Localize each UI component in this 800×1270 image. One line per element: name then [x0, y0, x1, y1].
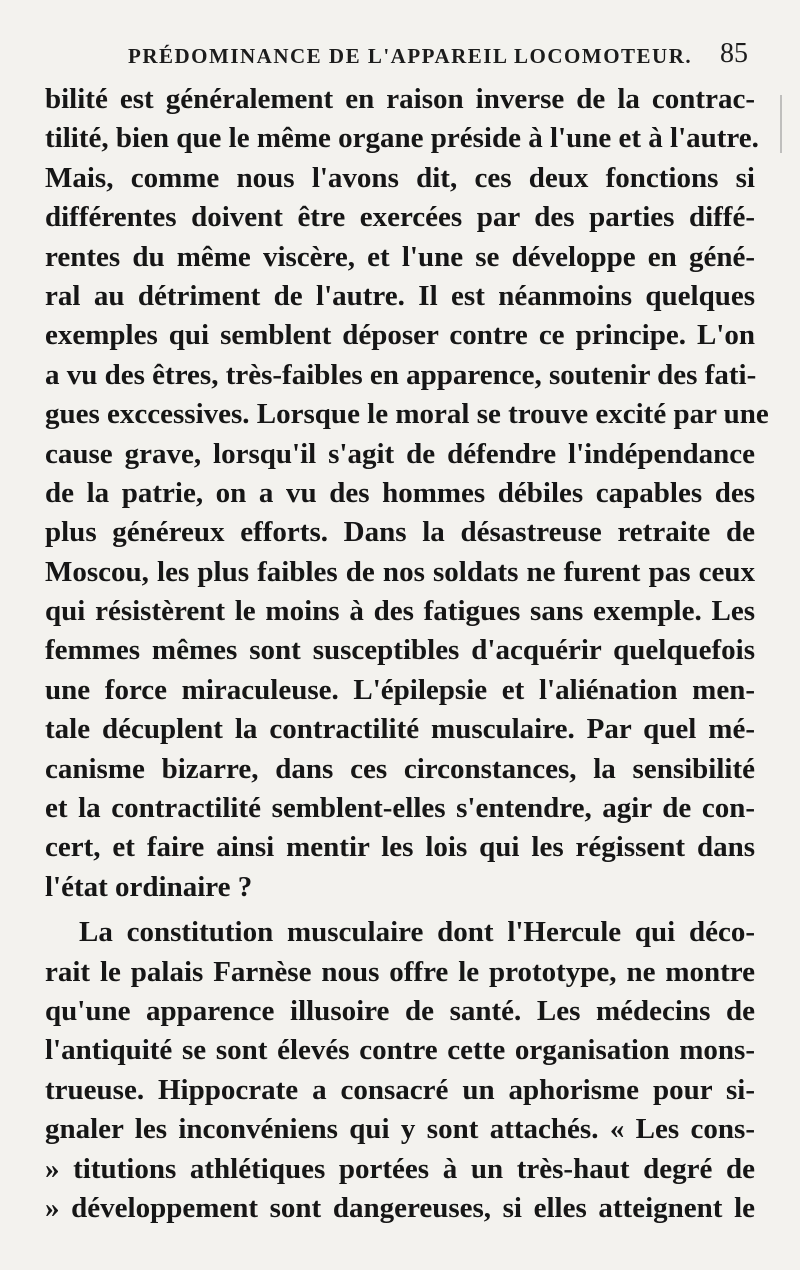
text-line: » développement sont dangereuses, si elles atteignent le: [45, 1191, 755, 1224]
page-header: [118, 38, 758, 78]
text-line: cause grave, lorsqu'il s'agit de défendre l'indépendance: [45, 437, 755, 470]
text-line: exemples qui semblent déposer contre ce principe. L'on: [45, 319, 755, 352]
text-line: canisme bizarre, dans ces circonstances, la sensibilité: [45, 752, 755, 785]
text-line: gnaler les inconvéniens qui y sont attachés. « Les cons-: [45, 1113, 755, 1146]
page-number: 85: [720, 38, 748, 69]
text-line: rentes du même viscère, et l'une se développe en géné-: [45, 240, 755, 273]
text-line: cert, et faire ainsi mentir les lois qui les régissent dans: [45, 831, 755, 864]
margin-mark: [780, 95, 782, 153]
text-line: de la patrie, on a vu des hommes débiles capables des: [45, 476, 755, 509]
text-line: La constitution musculaire dont l'Hercule qui déco-: [79, 916, 755, 949]
text-line: tale décuplent la contractilité musculaire. Par quel mé-: [45, 713, 755, 746]
text-line: qu'une apparence illusoire de santé. Les médecins de: [45, 994, 755, 1027]
text-line: une force miraculeuse. L'épilepsie et l'aliénation men-: [45, 673, 755, 706]
text-line: plus généreux efforts. Dans la désastreuse retraite de: [45, 516, 755, 549]
text-line: trueuse. Hippocrate a consacré un aphorisme pour si-: [45, 1073, 755, 1106]
text-line: l'antiquité se sont élevés contre cette organisation mons-: [45, 1034, 755, 1067]
text-line: qui résistèrent le moins à des fatigues sans exemple. Les: [45, 595, 755, 628]
text-line: Moscou, les plus faibles de nos soldats ne furent pas ceux: [45, 555, 755, 588]
paragraph-1: [45, 80, 769, 907]
text-line: bilité est généralement en raison inverse de la contrac-: [45, 83, 755, 115]
text-line: et la contractilité semblent-elles s'entendre, agir de con-: [45, 792, 755, 825]
text-line: a vu des êtres, très-faibles en apparence, soutenir des fati-: [45, 358, 757, 391]
paragraph-2: [45, 913, 755, 1228]
text-line: » titutions athlétiques portées à un très-haut degré de: [45, 1152, 755, 1185]
running-title: PRÉDOMINANCE DE L'APPAREIL LOCOMOTEUR.: [128, 44, 693, 68]
text-line: femmes mêmes sont susceptibles d'acquérir quelquefois: [45, 634, 755, 667]
body-text: [45, 80, 769, 1228]
text-line: différentes doivent être exercées par des parties diffé-: [45, 201, 755, 234]
text-line: ral au détriment de l'autre. Il est néanmoins quelques: [45, 279, 755, 312]
text-line: tilité, bien que le même organe préside à l'une et à l'autre.: [45, 122, 759, 155]
text-line: Mais, comme nous l'avons dit, ces deux fonctions si: [45, 161, 755, 194]
text-line: gues exccessives. Lorsque le moral se trouve excité par une: [45, 398, 769, 431]
text-line: l'état ordinaire ?: [45, 870, 253, 903]
text-line: rait le palais Farnèse nous offre le prototype, ne montre: [45, 955, 755, 988]
